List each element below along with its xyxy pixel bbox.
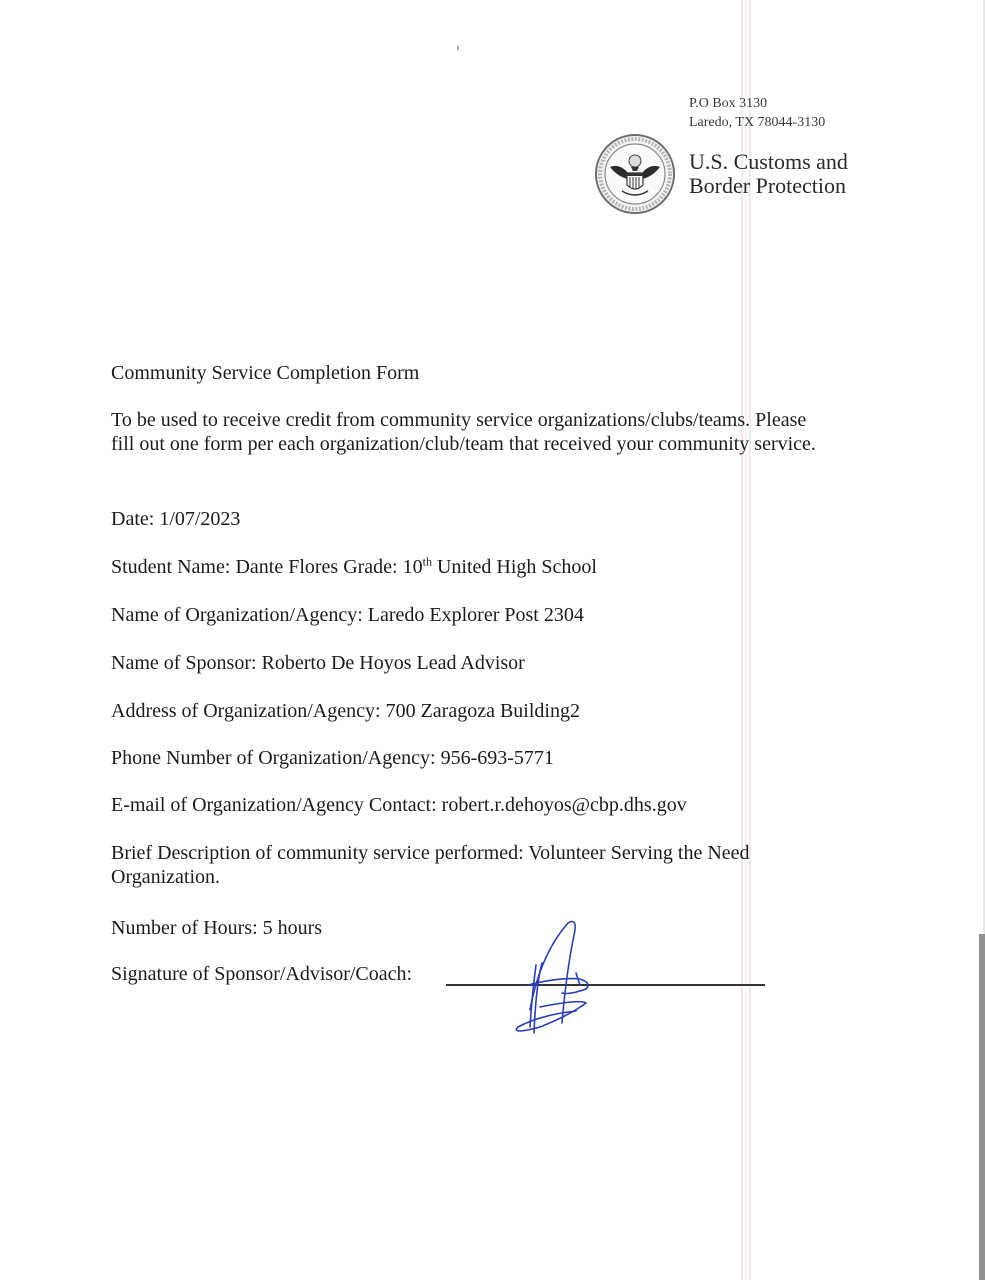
date-field: [111, 507, 240, 531]
grade-label: Grade:: [343, 556, 398, 578]
date-label: Date:: [111, 508, 155, 530]
scan-speck: [457, 46, 459, 50]
organization-email-value: robert.r.dehoyos@cbp.dhs.gov: [441, 794, 687, 816]
date-value: 1/07/2023: [159, 508, 241, 530]
organization-email-field: [111, 793, 687, 817]
description-field: [111, 841, 831, 889]
letterhead-address: [689, 94, 825, 132]
hours-label: Number of Hours:: [111, 917, 258, 939]
signature-label: Signature of Sponsor/Advisor/Coach:: [111, 963, 413, 985]
agency-name: [689, 150, 848, 198]
scroll-edge-bar: [979, 934, 985, 1280]
description-value: Volunteer Serving the Need Organization.: [111, 842, 750, 888]
organization-email-label: E-mail of Organization/Agency Contact:: [111, 794, 437, 816]
organization-address-value: 700 Zaragoza Building2: [385, 700, 580, 722]
school-value: United High School: [436, 556, 597, 578]
form-instructions: To be used to receive credit from community service organizations/clubs/teams. Please fill out one form per each organization/club/team that received your community service.: [111, 409, 816, 455]
organization-phone-field: [111, 746, 554, 770]
address-line-1: P.O Box 3130: [689, 96, 768, 111]
form-title: Community Service Completion Form: [111, 362, 420, 384]
address-line-2: Laredo, TX 78044-3130: [689, 115, 826, 130]
organization-name-value: Laredo Explorer Post 2304: [367, 604, 584, 626]
organization-name-label: Name of Organization/Agency:: [111, 604, 363, 626]
organization-name-field: [111, 603, 584, 627]
grade-number: 10: [402, 556, 423, 578]
description-label: Brief Description of community service performed:: [111, 842, 524, 864]
hours-value: 5 hours: [262, 917, 323, 939]
organization-phone-label: Phone Number of Organization/Agency:: [111, 747, 436, 769]
grade-value: [403, 556, 432, 578]
sponsor-name-label: Name of Sponsor:: [111, 652, 257, 674]
sponsor-name-value: Roberto De Hoyos Lead Advisor: [261, 652, 525, 674]
organization-phone-value: 956-693-5771: [440, 747, 554, 769]
handwritten-signature: [500, 915, 610, 1040]
organization-address-label: Address of Organization/Agency:: [111, 700, 381, 722]
student-name-value: Dante Flores: [235, 556, 339, 578]
cbp-seal-icon: [594, 133, 676, 215]
sponsor-name-field: [111, 651, 525, 675]
agency-name-line-1: U.S. Customs and: [689, 149, 848, 174]
hours-field: [111, 916, 322, 940]
organization-address-field: [111, 699, 580, 723]
student-name-label: Student Name:: [111, 556, 231, 578]
agency-name-line-2: Border Protection: [689, 173, 847, 198]
student-field: [111, 555, 597, 579]
grade-suffix: th: [422, 554, 432, 569]
